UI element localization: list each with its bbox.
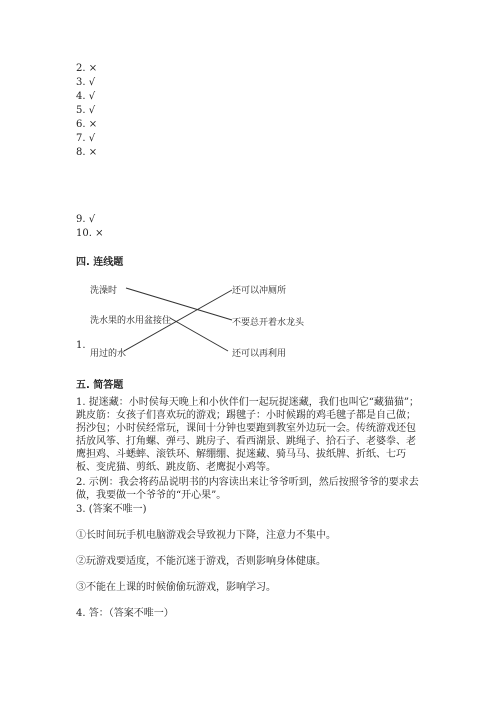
answer-line: 3. √ — [76, 77, 96, 88]
answer-line: 4. √ — [76, 91, 96, 102]
answer-line: 6. × — [76, 119, 98, 130]
section-heading-matching: 四. 连线题 — [76, 257, 124, 268]
match-right-item: 还可以冲厕所 — [232, 286, 287, 296]
answer-point: ①长时间玩手机电脑游戏会导致视力下降，注意力不集中。 — [76, 530, 336, 541]
answer-paragraph-2: 2. 示例：我会将药品说明书的内容读出来让爷爷听到，然后按照爷爷的要求去做，我要做一个爷爷的“开心果”。 — [76, 477, 419, 501]
answer-line: 2. × — [76, 63, 98, 74]
answer-line: 5. √ — [76, 105, 96, 116]
section-heading-short-answer: 五. 简答题 — [76, 380, 124, 391]
match-right-item: 还可以再利用 — [232, 349, 287, 359]
match-left-item: 洗澡时 — [90, 286, 118, 296]
item-number: 1. — [76, 340, 86, 351]
answer-line: 9. √ — [76, 214, 96, 225]
match-right-item: 不要总开着水龙头 — [232, 318, 305, 328]
answer-point: ③不能在上课的时候偷偷玩游戏，影响学习。 — [76, 582, 276, 593]
answer-line: 8. × — [76, 147, 98, 158]
match-left-item: 洗水果的水用盆接住 — [90, 316, 172, 326]
answer-paragraph-4: 4. 答：（答案不唯一） — [76, 608, 174, 619]
answer-paragraph-1: 1. 捉迷藏：小时侯每天晚上和小伙伴们一起玩捉迷藏，我们也叫它“藏猫猫”；跳皮筋：女孩子们喜欢玩的游戏；踢毽子：小时候踢的鸡毛毽子都是自己做；拐沙包；小时侯经常玩，课间十分钟也要跑到教室外边玩一会。传统游戏还包括放风筝、打角螺、弹弓、跳房子、看西湖景、跳绳子、拾石子、老婆拳、老鹰担鸡、斗蟋蟀、滚铁环、解绷绷、捉迷藏、骑马马、拔纸牌、折纸、七巧板、变虎猫、剪纸、跳皮筋、老鹰捉小鸡等。 — [76, 397, 419, 473]
match-left-item: 用过的水 — [90, 349, 127, 359]
answer-point: ②玩游戏要适度，不能沉迷于游戏，否则影响身体健康。 — [76, 556, 326, 567]
answer-paragraph-3: 3. (答案不唯一) — [76, 504, 147, 515]
answer-line: 10. × — [76, 228, 104, 239]
match-line — [170, 318, 228, 351]
answer-line: 7. √ — [76, 133, 96, 144]
